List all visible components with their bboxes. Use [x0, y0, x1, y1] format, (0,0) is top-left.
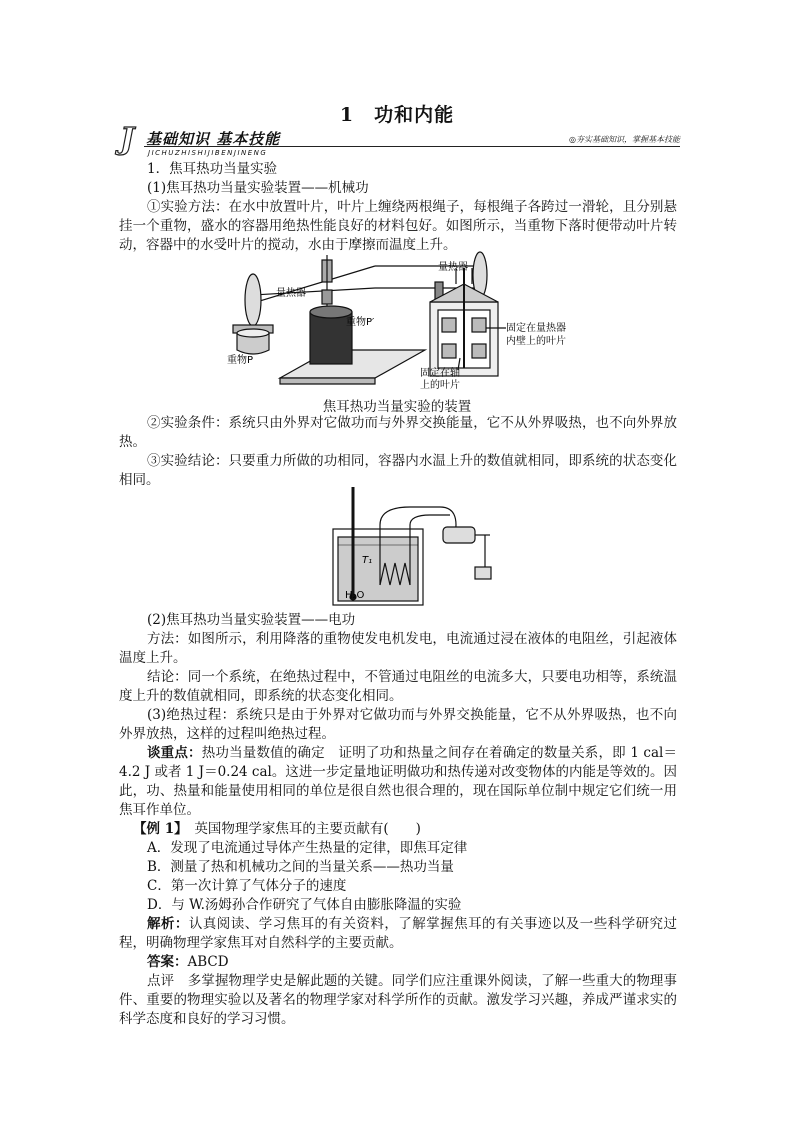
figure1-caption: 焦耳热功当量实验的装置: [322, 399, 472, 415]
para-method-electrical: 方法：如图所示，利用降落的重物使发电机发电，电流通过浸在液体的电阻丝，引起液体温度上升。: [119, 631, 677, 666]
joule-electrical-apparatus-figure: [325, 485, 495, 609]
banner-subtitle: JICHUZHISHIJIBENJINENG: [148, 149, 268, 157]
analysis: [119, 915, 677, 953]
para-conclusion-electrical: 结论：同一个系统，在绝热过程中，不管通过电阻丝的电流多大，只要电功相等，系统温度上升的数值就相同，即系统的状态变化相同。: [119, 669, 677, 704]
para-conditions: ②实验条件：系统只由外界对它做功而与外界交换能量，它不从外界吸热，也不向外界放热。: [119, 415, 677, 450]
label-inner-blade-line2: 内壁上的叶片: [506, 336, 566, 347]
label-t1: T₁: [362, 555, 373, 566]
label-axis-blade-line1: 固定在轴: [420, 368, 460, 379]
section1-heading: 1．焦耳热功当量实验: [147, 161, 278, 177]
example-question: [133, 820, 677, 839]
para-conclusion: ③实验结论：只要重力所做的功相同，容器内水温上升的数值就相同，即系统的状态变化相同。: [119, 453, 677, 488]
comment-label: 点评: [147, 973, 175, 989]
answer: [119, 953, 677, 972]
key-point: [119, 744, 677, 820]
calorimeter-cross-section-figure: [420, 258, 590, 390]
option-a: A．发现了电流通过导体产生热量的定律，即焦耳定律: [147, 840, 468, 856]
para-adiabatic: (3)绝热过程：系统只是由于外界对它做功而与外界交换能量，它不从外界吸热，也不向外界放热，这样的过程叫绝热过程。: [119, 707, 677, 742]
comment-text: 多掌握物理学史是解此题的关键。同学们应注重课外阅读，了解一些重大的物理事件、重要的物理实验以及著名的物理学家对科学所作的贡献。激发学习兴趣，养成严谨求实的科学态度和良好的学习习惯。: [119, 973, 678, 1027]
para-method: ①实验方法：在水中放置叶片，叶片上缠绕两根绳子，每根绳子各跨过一滑轮，且分别悬挂一个重物，盛水的容器用绝热性能良好的材料包好。如图所示，当重物下落时便带动叶片转动，容器中的水受叶片的搅动，水由于摩擦而温度上升。: [119, 199, 677, 253]
banner-title: 基础知识 基本技能: [146, 130, 281, 148]
label-weight-left: 重物P: [227, 355, 254, 366]
banner-motto: ◎夯实基础知识，掌握基本技能: [569, 135, 680, 144]
key-point-label: 谈重点：: [147, 745, 202, 761]
analysis-text: 认真阅读、学习焦耳的有关资料，了解掌握焦耳的有关事迹以及一些科学研究过程，明确物理学家焦耳对自然科学的主要贡献。: [119, 916, 678, 951]
option-b: B．测量了热和机械功之间的当量关系——热功当量: [147, 859, 454, 875]
section-banner: [120, 122, 680, 160]
key-point-text: 热功当量数值的确定 证明了功和热量之间存在着确定的数量关系，即 1 cal＝4.2 J 或者 1 J＝0.24 cal。这进一步定量地证明做功和热传递对改变物体的内能是等效的。因此，功、热量和能量使用相同的单位是很自然也很合理的，现在国际单位制中规定它们统一用焦耳作单位。: [119, 745, 677, 818]
label-water: H₂O: [345, 590, 365, 601]
sub1-heading: (1)焦耳热功当量实验装置——机械功: [147, 180, 369, 196]
comment: [119, 972, 677, 1029]
answer-label: 答案：: [147, 954, 188, 970]
label-axis-blade-line2: 上的叶片: [420, 380, 460, 390]
banner-letter: J: [120, 122, 135, 157]
example-text: 英国物理学家焦耳的主要贡献有( ): [194, 821, 421, 837]
option-d: D．与 W.汤姆孙合作研究了气体自由膨胀降温的实验: [147, 897, 462, 913]
label-calorimeter-left: 量热器: [276, 288, 306, 299]
analysis-label: 解析：: [147, 916, 189, 932]
sub2-heading: (2)焦耳热功当量实验装置——电功: [147, 612, 356, 628]
example-label: 【例 1】: [133, 821, 181, 837]
page-title: 1 功和内能: [339, 104, 455, 126]
answer-text: ABCD: [187, 954, 229, 970]
label-weight-right: 重物P′: [346, 317, 375, 328]
label-calorimeter-right: 量热器: [438, 262, 468, 273]
banner-rule: [144, 146, 680, 147]
option-c: C．第一次计算了气体分子的速度: [147, 878, 347, 894]
label-inner-blade-line1: 固定在量热器: [506, 323, 566, 334]
